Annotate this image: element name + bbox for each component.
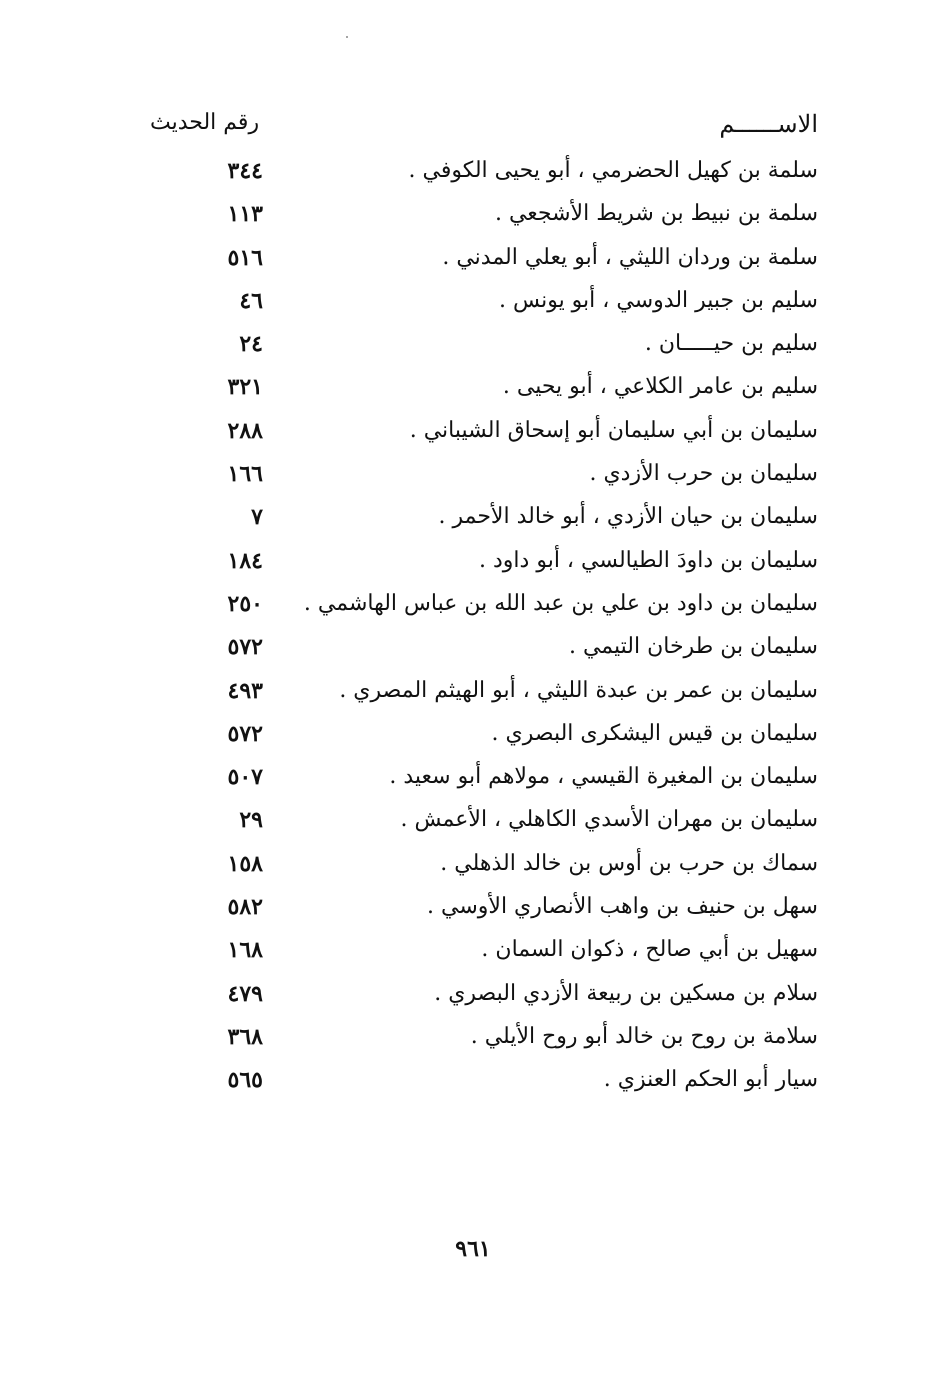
hadith-number: ٥٠٧ [227,764,263,791]
table-header [150,110,818,150]
narrator-name: سليمان بن مهران الأسدي الكاهلي ، الأعمش . [400,807,818,833]
narrator-name: سلمة بن كهيل الحضرمي ، أبو يحيى الكوفي . [408,158,818,183]
narrator-name: سلامة بن روح بن خالد أبو روح الأيلي . [470,1023,818,1049]
list-item [150,368,818,411]
hadith-number: ١٦٦ [227,461,263,488]
narrator-name: سليمان بن حرب الأزدي . [589,461,818,487]
hadith-number: ٤٩٣ [227,677,263,704]
narrator-name: سماك بن حرب بن أوس بن خالد الذهلي . [440,850,818,876]
list-item [150,801,818,844]
list-item [150,585,818,628]
narrator-name: سلمة بن نبيط بن شريط الأشجعي . [494,201,818,227]
hadith-number: ٢٥٠ [227,590,263,617]
list-item [150,498,818,541]
narrator-name: سليمان بن أبي سليمان أبو إسحاق الشيباني . [409,417,818,443]
hadith-number: ٥٦٥ [227,1067,263,1094]
list-item [150,1018,818,1061]
narrator-name: سلمة بن وردان الليثي ، أبو يعلي المدني . [442,244,818,270]
narrator-name: سليمان بن طرخان التيمي . [568,634,818,660]
list-item [150,931,818,974]
name-column-header: الاســــــم [719,110,818,138]
hadith-number: ٥٧٢ [227,634,263,661]
list-item [150,412,818,455]
hadith-number: ٥٨٢ [227,894,263,921]
list-item [150,975,818,1018]
list-item [150,455,818,498]
narrator-name: سهيل بن أبي صالح ، ذكوان السمان . [481,937,818,963]
hadith-number: ٣٦٨ [227,1023,263,1050]
narrator-name: سليمان بن المغيرة القيسي ، مولاهم أبو سعيد . [389,764,818,790]
list-item [150,152,818,195]
hadith-number: ١٦٨ [227,937,263,964]
hadith-number: ١١٣ [227,201,263,228]
narrator-name: سليمان بن قيس اليشكرى البصري . [491,720,818,746]
narrator-name: سليمان بن حيان الأزدي ، أبو خالد الأحمر . [438,504,818,530]
hadith-number: ٣٤٤ [227,158,263,184]
narrator-name: سليم بن حيـــــان . [644,331,818,357]
hadith-number: ٤٧٩ [227,980,263,1007]
narrator-name: سليمان بن داودَ الطيالسي ، أبو داود . [479,547,818,573]
hadith-number: ٢٤ [239,331,263,358]
list-item [150,325,818,368]
list-item [150,628,818,671]
list-item [150,672,818,715]
narrator-name: سليم بن عامر الكلاعي ، أبو يحيى . [502,374,818,400]
list-item [150,758,818,801]
narrator-name: سليمان بن داود بن علي بن عبد الله بن عباس الهاشمي . [303,590,818,616]
narrator-name: سليم بن جبير الدوسي ، أبو يونس . [499,287,818,313]
hadith-number: ٥٧٢ [227,720,263,747]
narrator-name: سهل بن حنيف بن واهب الأنصاري الأوسي . [427,894,818,920]
list-item [150,715,818,758]
hadith-number: ٧ [251,504,263,531]
hadith-number: ٥١٦ [227,244,263,271]
list-item [150,239,818,282]
hadith-number: ٤٦ [239,287,263,314]
page-number: ٩٦١ [455,1236,491,1262]
index-list [150,152,818,1105]
list-item [150,888,818,931]
hadith-number: ١٨٤ [227,547,263,574]
list-item [150,1061,818,1104]
list-item [150,195,818,238]
narrator-name: سليمان بن عمر بن عبدة الليثي ، أبو الهيثم المصري . [339,677,818,703]
hadith-number: ٣٢١ [227,374,263,401]
list-item [150,282,818,325]
hadith-number: ٢٨٨ [227,417,263,444]
hadith-number: ٢٩ [239,807,263,834]
narrator-name: سيار أبو الحكم العنزي . [603,1067,818,1093]
list-item [150,845,818,888]
number-column-header: رقم الحديث [150,110,260,135]
list-item [150,542,818,585]
narrator-name: سلام بن مسكين بن ربيعة الأزدي البصري . [434,980,818,1006]
hadith-number: ١٥٨ [227,850,263,877]
scan-speck [346,36,348,38]
